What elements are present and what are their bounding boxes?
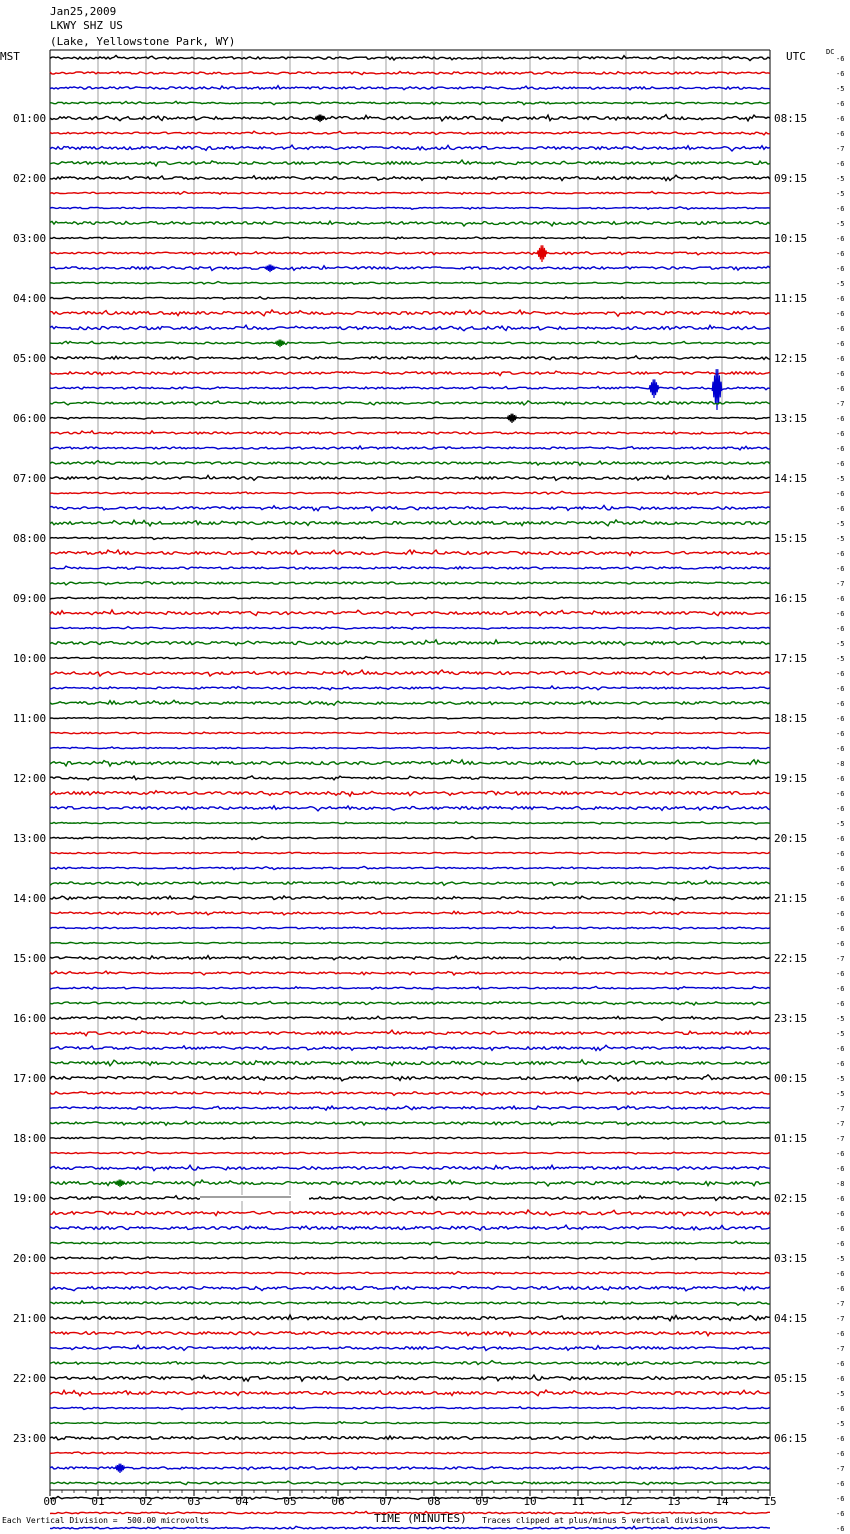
- dc-offset-label: -7: [836, 1120, 845, 1128]
- right-hour-label: 03:15: [774, 1252, 808, 1265]
- dc-offset-label: -5: [836, 190, 845, 198]
- dc-offset-label: -5: [836, 1075, 845, 1083]
- seismic-trace: [50, 282, 770, 285]
- left-hour-label: 04:00: [13, 292, 47, 305]
- right-hour-label: 20:15: [774, 832, 808, 845]
- station-id: LKWY SHZ US: [50, 19, 123, 32]
- seismic-trace: [50, 310, 770, 316]
- dc-offset-label: -6: [836, 910, 845, 918]
- x-tick-label: 04: [235, 1495, 249, 1508]
- dc-offset-label: -6: [836, 1270, 845, 1278]
- seismic-trace: [50, 475, 770, 480]
- dc-offset-label: -6: [836, 835, 845, 843]
- seismic-trace: [50, 747, 770, 750]
- left-hour-label: 23:00: [13, 1432, 47, 1445]
- right-hour-label: 00:15: [774, 1072, 808, 1085]
- clipping-note: Traces clipped at plus/minus 5 vertical divisions: [482, 1516, 719, 1525]
- dc-offset-label: -6: [836, 595, 845, 603]
- left-hour-label: 01:00: [13, 112, 47, 125]
- seismic-trace: [50, 911, 770, 915]
- dc-offset-label: -7: [836, 1300, 845, 1308]
- dc-offset-label: -6: [836, 1525, 845, 1533]
- right-hour-label: 01:15: [774, 1132, 808, 1145]
- dc-column-label: DC: [826, 48, 835, 56]
- seismic-trace: [50, 1301, 770, 1305]
- seismic-trace: [50, 670, 770, 676]
- left-hour-label: 18:00: [13, 1132, 47, 1145]
- seismic-trace: [50, 191, 770, 194]
- dc-offset-label: -7: [836, 580, 845, 588]
- right-hour-label: 19:15: [774, 772, 808, 785]
- dc-offset-label: -6: [836, 565, 845, 573]
- seismic-trace: [50, 491, 770, 494]
- seismic-trace: [50, 1331, 770, 1336]
- seismic-event: [507, 414, 517, 423]
- x-tick-label: 02: [139, 1495, 153, 1508]
- dc-offset-label: -6: [836, 1000, 845, 1008]
- dc-offset-label: -5: [836, 1420, 845, 1428]
- seismic-trace: [50, 627, 770, 630]
- dc-offset-label: -7: [836, 400, 845, 408]
- seismic-trace: [50, 1075, 770, 1081]
- seismic-event: [265, 265, 275, 272]
- seismic-trace: [50, 896, 770, 900]
- seismic-trace: [50, 1272, 770, 1275]
- seismic-trace: [50, 461, 770, 466]
- seismic-trace: [50, 506, 770, 511]
- seismic-trace: [50, 237, 770, 239]
- dc-offset-label: -6: [836, 700, 845, 708]
- dc-offset-label: -7: [836, 1105, 845, 1113]
- trace-layer: [50, 56, 770, 1534]
- right-hour-label: 09:15: [774, 172, 808, 185]
- left-hour-label: 10:00: [13, 652, 47, 665]
- right-hour-label: 23:15: [774, 1012, 808, 1025]
- dc-offset-label: -6: [836, 445, 845, 453]
- seismic-trace: [50, 1345, 770, 1350]
- seismic-trace: [50, 582, 770, 585]
- dc-offset-label: -6: [836, 895, 845, 903]
- seismic-trace: [50, 221, 770, 226]
- seismic-trace: [50, 297, 770, 300]
- seismic-trace: [50, 822, 770, 824]
- right-hour-label: 13:15: [774, 412, 808, 425]
- seismic-trace: [50, 1407, 770, 1410]
- right-hour-label: 15:15: [774, 532, 808, 545]
- dc-offset-label: -6: [836, 1435, 845, 1443]
- dc-offset-label: -7: [836, 145, 845, 153]
- dc-offset-label: -5: [836, 820, 845, 828]
- seismic-trace: [50, 597, 770, 599]
- left-hour-label: 09:00: [13, 592, 47, 605]
- x-tick-label: 07: [379, 1495, 393, 1508]
- seismic-trace: [50, 566, 770, 569]
- right-hour-label: 22:15: [774, 952, 808, 965]
- left-hour-label: 16:00: [13, 1012, 47, 1025]
- dc-offset-label: -6: [836, 265, 845, 273]
- seismic-trace: [50, 207, 770, 210]
- seismic-event: [537, 245, 547, 262]
- seismic-trace: [50, 266, 770, 271]
- left-hour-label: 05:00: [13, 352, 47, 365]
- left-hour-label: 15:00: [13, 952, 47, 965]
- vertical-division-note: Each Vertical Division = 500.00 microvolts: [2, 1516, 210, 1525]
- dc-offset-label: -6: [836, 415, 845, 423]
- seismic-trace: [50, 1375, 770, 1381]
- seismic-trace: [50, 700, 770, 705]
- dc-offset-label: -7: [836, 1345, 845, 1353]
- seismic-trace: [50, 1165, 770, 1170]
- dc-offset-label: -6: [836, 250, 845, 258]
- seismic-trace: [50, 1045, 770, 1050]
- dc-offset-label: -6: [836, 505, 845, 513]
- dc-offset-label: -6: [836, 1285, 845, 1293]
- left-hour-label: 21:00: [13, 1312, 47, 1325]
- dc-offset-label: -6: [836, 865, 845, 873]
- x-tick-label: 14: [715, 1495, 729, 1508]
- seismic-trace: [50, 806, 770, 811]
- dc-offset-label: -6: [836, 205, 845, 213]
- left-hour-label: 13:00: [13, 832, 47, 845]
- dc-offset-label: -6: [836, 970, 845, 978]
- seismic-trace: [50, 1121, 770, 1125]
- dc-offset-label: -6: [836, 1060, 845, 1068]
- seismic-trace: [50, 1196, 770, 1201]
- seismic-trace: [50, 550, 770, 556]
- station-location: (Lake, Yellowstone Park, WY): [50, 35, 236, 48]
- dc-offset-label: -6: [836, 430, 845, 438]
- dc-offset-label: -6: [836, 340, 845, 348]
- dc-offset-label: -6: [836, 385, 845, 393]
- seismic-trace: [50, 1225, 770, 1230]
- seismic-trace: [50, 791, 770, 796]
- seismic-trace: [50, 1106, 770, 1110]
- seismic-trace: [50, 401, 770, 405]
- seismic-trace: [50, 610, 770, 616]
- dc-offset-label: -5: [836, 280, 845, 288]
- dc-offset-label: -6: [836, 490, 845, 498]
- dc-offset-label: -5: [836, 535, 845, 543]
- dc-offset-label: -6: [836, 70, 845, 78]
- right-hour-label: 11:15: [774, 292, 808, 305]
- seismic-trace: [50, 1467, 770, 1470]
- seismic-trace: [50, 537, 770, 540]
- seismic-trace: [50, 1452, 770, 1454]
- seismic-trace: [50, 760, 770, 766]
- x-tick-label: 01: [91, 1495, 105, 1508]
- dc-offset-label: -6: [836, 1480, 845, 1488]
- seismic-event: [649, 379, 659, 398]
- seismic-event: [115, 1180, 125, 1187]
- seismic-trace: [50, 71, 770, 74]
- seismic-trace: [50, 657, 770, 659]
- left-hour-label: 02:00: [13, 172, 47, 185]
- seismic-trace: [50, 1016, 770, 1020]
- seismic-trace: [50, 1001, 770, 1005]
- right-hour-label: 16:15: [774, 592, 808, 605]
- dc-offset-label: -6: [836, 790, 845, 798]
- seismic-trace: [50, 971, 770, 975]
- x-tick-label: 13: [667, 1495, 681, 1508]
- dc-offset-label: -6: [836, 370, 845, 378]
- dc-offset-label: -5: [836, 85, 845, 93]
- dc-offset-label: -6: [836, 850, 845, 858]
- seismic-trace: [50, 175, 770, 180]
- dc-offset-label: -5: [836, 520, 845, 528]
- dc-offset-label: -8: [836, 760, 845, 768]
- dc-offset-label: -6: [836, 1375, 845, 1383]
- seismic-trace: [50, 1286, 770, 1291]
- left-hour-label: 14:00: [13, 892, 47, 905]
- seismic-trace: [50, 1436, 770, 1440]
- seismic-trace: [50, 356, 770, 360]
- seismic-trace: [50, 1060, 770, 1066]
- dc-offset-label: -6: [836, 55, 845, 63]
- record-date: Jan25,2009: [50, 5, 117, 18]
- left-hour-label: 12:00: [13, 772, 47, 785]
- dc-offset-label: -6: [836, 550, 845, 558]
- x-tick-label: 05: [283, 1495, 297, 1508]
- seismic-trace: [50, 881, 770, 886]
- dc-offset-label: -6: [836, 130, 845, 138]
- dc-offset-label: -6: [836, 310, 845, 318]
- seismic-trace: [50, 1030, 770, 1036]
- dc-offset-label: -6: [836, 1360, 845, 1368]
- left-hour-label: 11:00: [13, 712, 47, 725]
- seismic-trace: [50, 160, 770, 166]
- dc-offset-label: -5: [836, 655, 845, 663]
- seismic-trace: [50, 1241, 770, 1245]
- dc-offset-label: -6: [836, 1150, 845, 1158]
- dc-offset-label: -5: [836, 220, 845, 228]
- right-hour-label: 02:15: [774, 1192, 808, 1205]
- dc-offset-label: -6: [836, 1165, 845, 1173]
- right-hour-label: 14:15: [774, 472, 808, 485]
- dc-offset-label: -8: [836, 1180, 845, 1188]
- dc-offset-label: -6: [836, 1195, 845, 1203]
- seismic-trace: [50, 446, 770, 450]
- dc-offset-label: -5: [836, 640, 845, 648]
- dc-offset-label: -6: [836, 745, 845, 753]
- seismic-trace: [50, 1526, 770, 1529]
- x-tick-label: 06: [331, 1495, 345, 1508]
- seismic-trace: [50, 986, 770, 989]
- seismic-trace: [50, 732, 770, 735]
- seismic-event: [315, 115, 325, 122]
- seismic-trace: [50, 942, 770, 944]
- left-hour-label: 22:00: [13, 1372, 47, 1385]
- left-hour-label: 07:00: [13, 472, 47, 485]
- seismic-trace: [50, 1361, 770, 1365]
- left-hour-label: 03:00: [13, 232, 47, 245]
- seismic-trace: [50, 927, 770, 930]
- x-tick-label: 10: [523, 1495, 537, 1508]
- label-layer: [13, 55, 844, 1534]
- seismic-trace: [50, 1210, 770, 1216]
- dc-offset-label: -5: [836, 475, 845, 483]
- dc-offset-label: -6: [836, 100, 845, 108]
- left-hour-label: 20:00: [13, 1252, 47, 1265]
- dc-offset-label: -5: [836, 175, 845, 183]
- seismic-trace: [50, 1180, 770, 1186]
- dc-offset-label: -6: [836, 625, 845, 633]
- right-hour-label: 05:15: [774, 1372, 808, 1385]
- dc-offset-label: -6: [836, 940, 845, 948]
- dc-offset-label: -5: [836, 1390, 845, 1398]
- dc-offset-label: -6: [836, 115, 845, 123]
- dc-offset-label: -6: [836, 685, 845, 693]
- dc-offset-label: -6: [836, 805, 845, 813]
- dc-offset-label: -7: [836, 1315, 845, 1323]
- right-hour-label: 04:15: [774, 1312, 808, 1325]
- right-hour-label: 18:15: [774, 712, 808, 725]
- seismic-event: [115, 1464, 125, 1473]
- dc-offset-label: -6: [836, 295, 845, 303]
- seismic-trace: [50, 386, 770, 389]
- seismic-trace: [50, 717, 770, 720]
- x-tick-label: 15: [763, 1495, 777, 1508]
- seismic-trace: [50, 686, 770, 690]
- seismic-trace: [50, 1497, 770, 1500]
- dc-offset-label: -6: [836, 1450, 845, 1458]
- x-tick-label: 12: [619, 1495, 633, 1508]
- seismic-trace: [50, 956, 770, 960]
- seismic-trace: [50, 86, 770, 90]
- seismic-trace: [50, 1422, 770, 1424]
- dc-offset-label: -6: [836, 880, 845, 888]
- dc-offset-label: -7: [836, 955, 845, 963]
- dc-offset-label: -6: [836, 1045, 845, 1053]
- right-hour-label: 21:15: [774, 892, 808, 905]
- seismic-trace: [50, 131, 770, 135]
- seismic-trace: [50, 1092, 770, 1096]
- dc-offset-label: -6: [836, 775, 845, 783]
- seismic-trace: [50, 520, 770, 526]
- dc-offset-label: -6: [836, 1495, 845, 1503]
- x-tick-label: 03: [187, 1495, 201, 1508]
- dc-offset-label: -6: [836, 925, 845, 933]
- seismic-trace: [50, 640, 770, 646]
- seismic-trace: [50, 252, 770, 255]
- seismic-trace: [50, 1315, 770, 1321]
- x-tick-label: 00: [43, 1495, 57, 1508]
- left-hour-label: 06:00: [13, 412, 47, 425]
- dc-offset-label: -5: [836, 1015, 845, 1023]
- dc-offset-label: -6: [836, 160, 845, 168]
- right-timezone-label: UTC: [786, 50, 806, 63]
- dc-offset-label: -6: [836, 325, 845, 333]
- seismic-event: [275, 340, 285, 347]
- seismic-trace: [50, 417, 770, 419]
- right-hour-label: 08:15: [774, 112, 808, 125]
- dc-offset-label: -6: [836, 1210, 845, 1218]
- right-hour-label: 17:15: [774, 652, 808, 665]
- dc-offset-label: -6: [836, 670, 845, 678]
- dc-offset-label: -6: [836, 235, 845, 243]
- dc-offset-label: -5: [836, 1255, 845, 1263]
- dc-offset-label: -6: [836, 460, 845, 468]
- seismic-trace: [50, 56, 770, 61]
- seismic-trace: [50, 1152, 770, 1155]
- right-hour-label: 06:15: [774, 1432, 808, 1445]
- seismic-trace: [50, 1256, 770, 1259]
- dc-offset-label: -7: [836, 1135, 845, 1143]
- seismic-trace: [50, 836, 770, 839]
- dc-offset-label: -6: [836, 1405, 845, 1413]
- seismic-trace: [50, 145, 770, 151]
- dc-offset-label: -6: [836, 715, 845, 723]
- seismic-trace: [50, 431, 770, 435]
- x-tick-label: 09: [475, 1495, 489, 1508]
- seismic-trace: [50, 325, 770, 331]
- dc-offset-label: -6: [836, 1510, 845, 1518]
- dc-offset-label: -5: [836, 1090, 845, 1098]
- x-tick-label: 08: [427, 1495, 441, 1508]
- seismic-trace: [50, 1390, 770, 1396]
- right-hour-label: 10:15: [774, 232, 808, 245]
- left-hour-label: 08:00: [13, 532, 47, 545]
- dc-offset-label: -5: [836, 1030, 845, 1038]
- dc-offset-label: -6: [836, 730, 845, 738]
- seismic-trace: [50, 341, 770, 344]
- seismic-trace: [50, 776, 770, 780]
- x-tick-label: 11: [571, 1495, 585, 1508]
- seismic-trace: [50, 866, 770, 869]
- data-gap-block: [291, 1192, 309, 1206]
- dc-offset-label: -6: [836, 1330, 845, 1338]
- dc-offset-label: -6: [836, 355, 845, 363]
- seismic-trace: [50, 1137, 770, 1140]
- dc-offset-label: -6: [836, 610, 845, 618]
- x-axis-title: TIME (MINUTES): [374, 1512, 467, 1525]
- seismic-trace: [50, 1481, 770, 1485]
- seismic-trace: [50, 101, 770, 105]
- left-timezone-label: MST: [0, 50, 20, 63]
- seismic-trace: [50, 852, 770, 854]
- dc-offset-label: -6: [836, 985, 845, 993]
- right-hour-label: 12:15: [774, 352, 808, 365]
- dc-offset-label: -6: [836, 1225, 845, 1233]
- left-hour-label: 19:00: [13, 1192, 47, 1205]
- seismic-trace: [50, 115, 770, 121]
- dc-offset-label: -7: [836, 1465, 845, 1473]
- seismic-trace: [50, 371, 770, 376]
- dc-offset-label: -6: [836, 1240, 845, 1248]
- left-hour-label: 17:00: [13, 1072, 47, 1085]
